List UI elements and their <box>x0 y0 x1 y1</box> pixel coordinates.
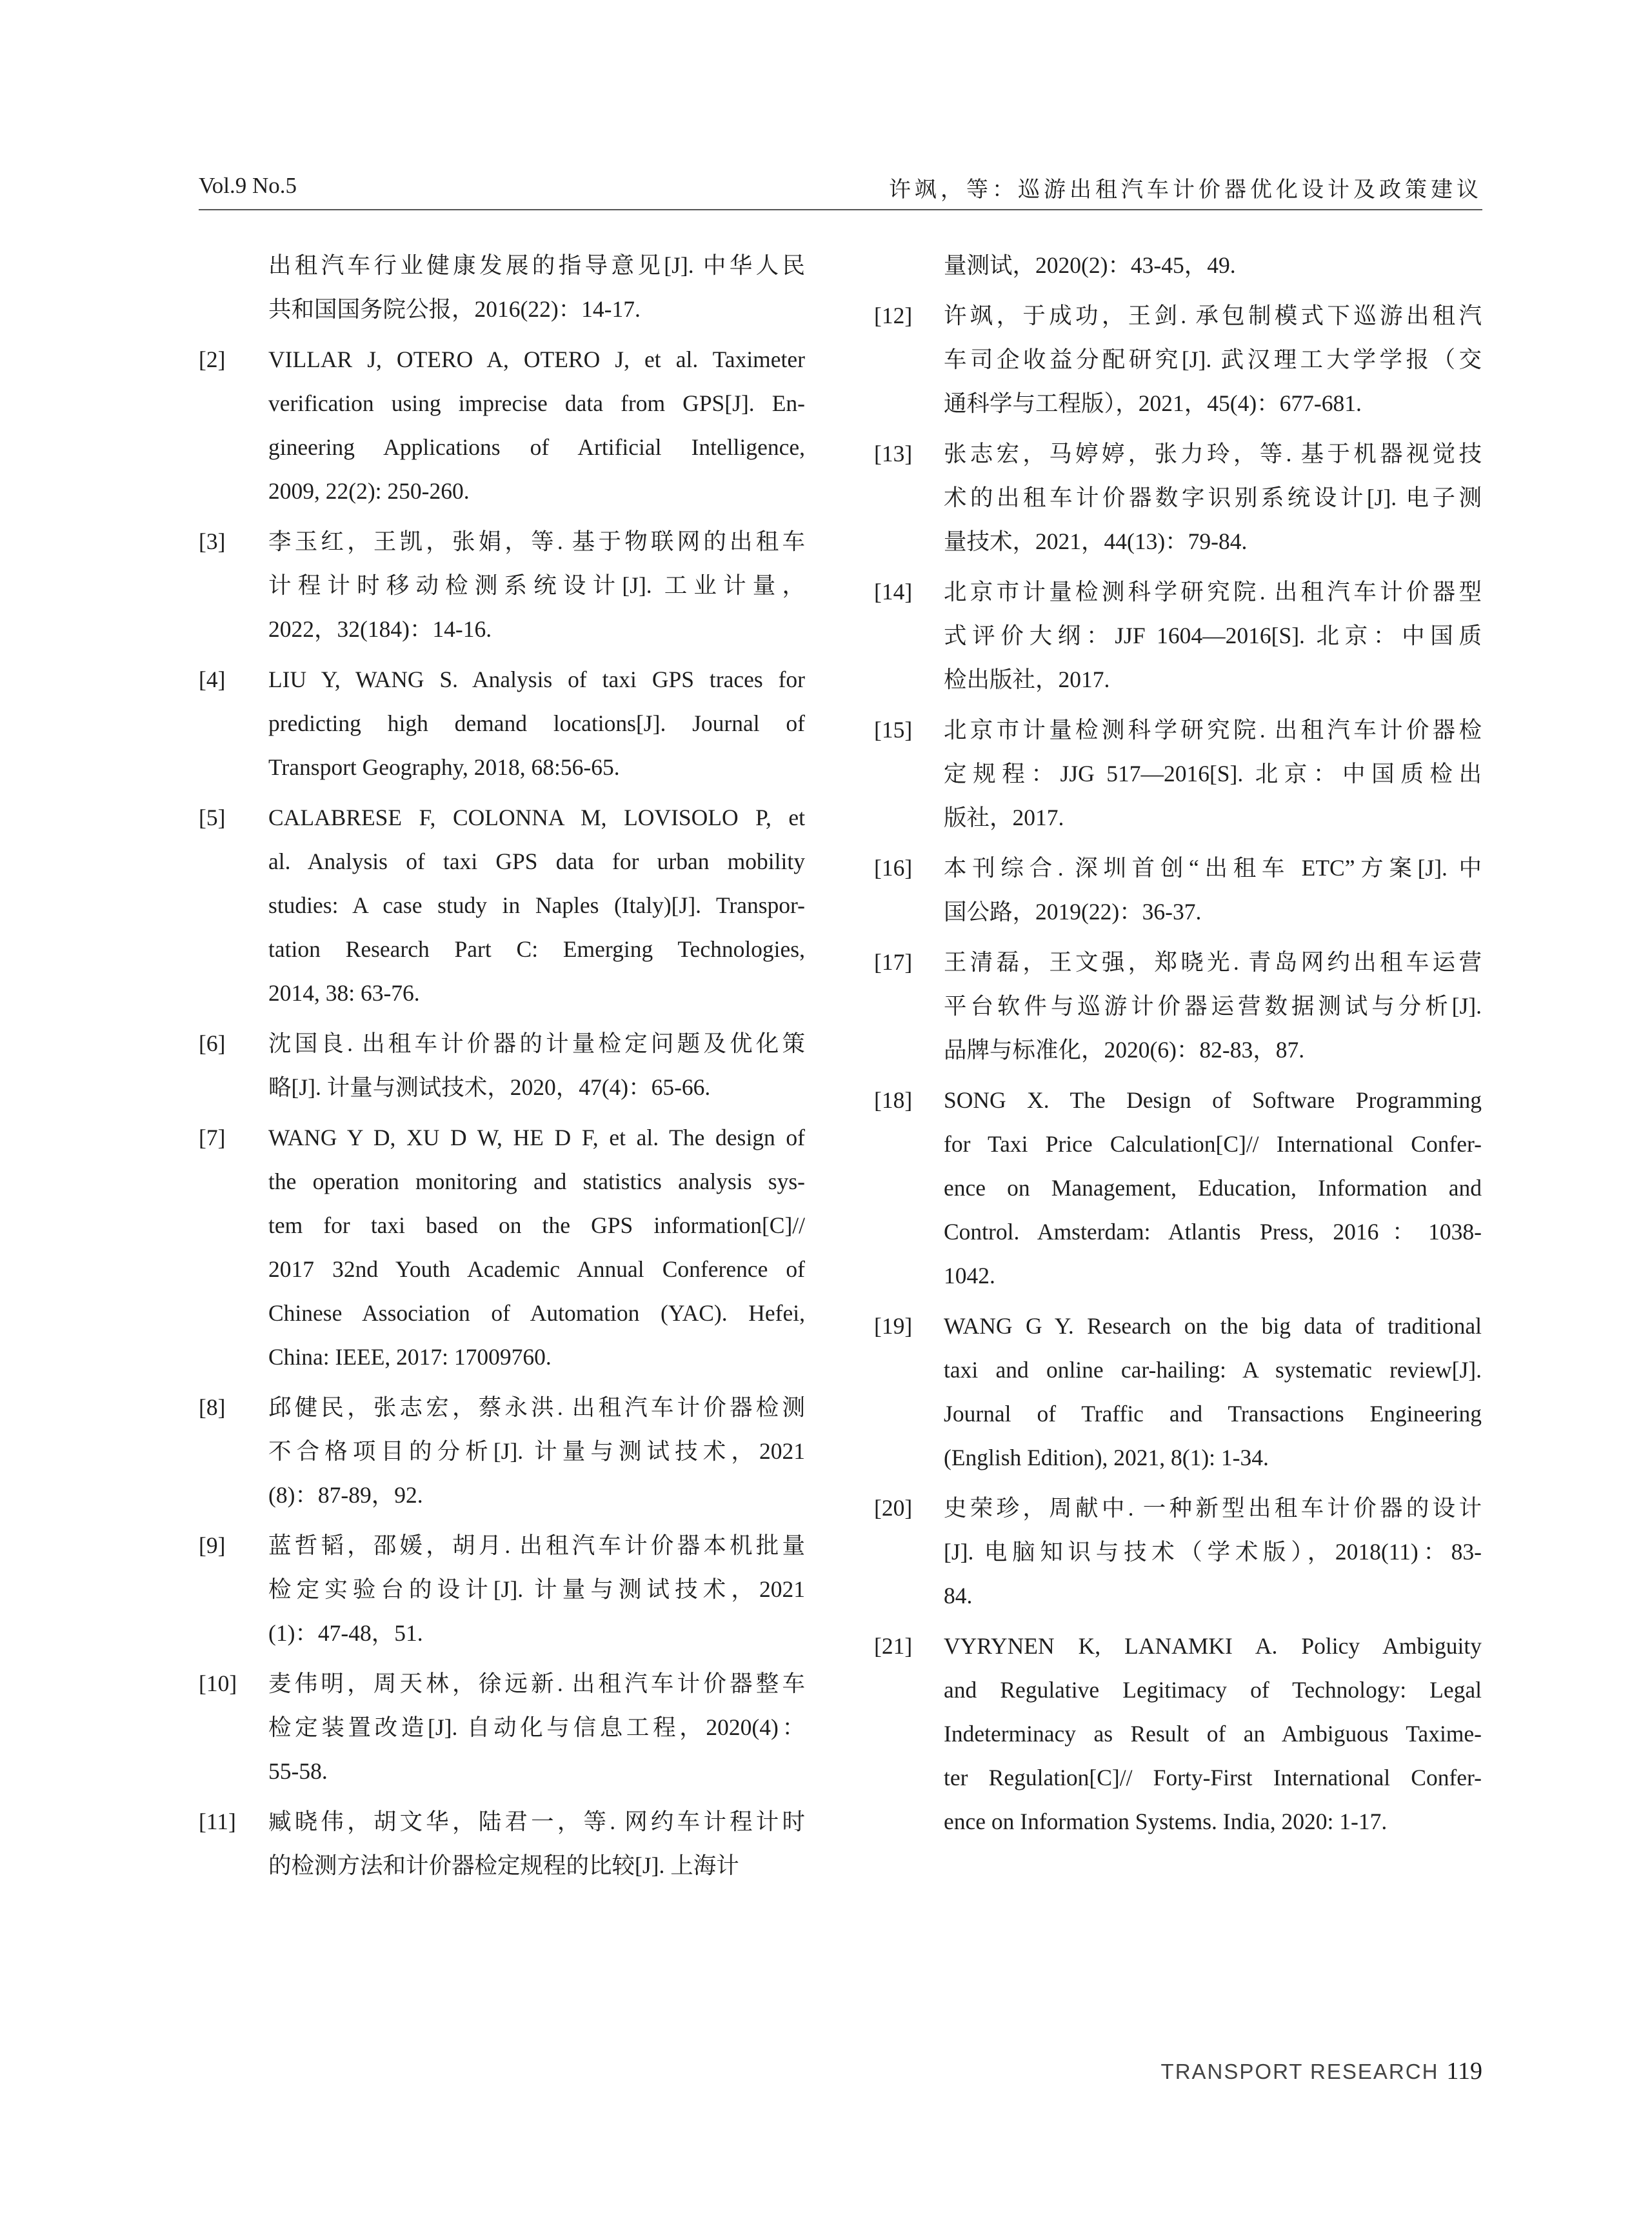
reference-text-line: 北京市计量检测科学研究院. 出租汽车计价器检 <box>944 717 1482 743</box>
reference-text-line: CALABRESE F, COLONNA M, LOVISOLO P, et <box>268 805 805 830</box>
page-number: 119 <box>1446 2058 1482 2085</box>
reference-text-line: 许飒，于成功，王剑. 承包制模式下巡游出租汽 <box>944 303 1482 328</box>
reference-number: [16] <box>874 855 913 881</box>
reference-text-line: predicting high demand locations[J]. Journal of <box>268 710 805 736</box>
reference-text-line: 张志宏，马婷婷，张力玲，等. 基于机器视觉技 <box>944 441 1482 466</box>
reference-text-line: 不合格项目的分析[J]. 计量与测试技术，2021 <box>268 1438 805 1464</box>
reference-entry <box>199 1800 805 1887</box>
reference-text-line: WANG Y D, XU D W, HE D F, et al. The design of <box>268 1125 805 1150</box>
reference-text-line: 量技术，2021，44(13)：79-84. <box>944 528 1248 554</box>
reference-number: [8] <box>199 1394 226 1420</box>
article-running-title: 许飒，等：巡游出租汽车计价器优化设计及政策建议 <box>889 177 1482 203</box>
reference-text-line: 共和国国务院公报，2016(22)：14-17. <box>268 296 641 322</box>
reference-number: [4] <box>199 667 226 692</box>
reference-entry <box>874 940 1482 1072</box>
reference-number: [7] <box>199 1125 226 1150</box>
reference-number: [17] <box>874 949 913 975</box>
reference-text-line: SONG X. The Design of Software Programming <box>944 1087 1482 1113</box>
reference-entry <box>874 243 1482 287</box>
reference-text-line: 平台软件与巡游计价器运营数据测试与分析[J]. <box>944 993 1482 1019</box>
volume-issue: Vol.9 No.5 <box>199 173 297 198</box>
reference-text-line: taxi and online car-hailing: A systematic review[J]. <box>944 1357 1482 1383</box>
reference-entry <box>874 1624 1482 1843</box>
reference-number: [6] <box>199 1030 226 1056</box>
reference-text-line: 式评价大纲：JJF 1604—2016[S]. 北京：中国质 <box>944 623 1482 648</box>
reference-text-line: gineering Applications of Artificial Intelligence, <box>268 434 805 460</box>
reference-text-line: 国公路，2019(22)：36-37. <box>944 899 1202 925</box>
reference-text-line: 麦伟明，周天林，徐远新. 出租汽车计价器整车 <box>268 1670 805 1696</box>
reference-text-line: 车司企收益分配研究[J]. 武汉理工大学学报（交 <box>944 346 1482 372</box>
reference-text-line: 计程计时移动检测系统设计[J]. 工业计量， <box>268 572 805 598</box>
reference-entry <box>199 1661 805 1793</box>
reference-text-line: ter Regulation[C]// Forty-First International Confer- <box>944 1765 1482 1790</box>
reference-text-line: VILLAR J, OTERO A, OTERO J, et al. Taximeter <box>268 346 805 372</box>
reference-text-line: ence on Information Systems. India, 2020: 1-17. <box>944 1809 1388 1834</box>
reference-entry <box>199 796 805 1015</box>
reference-text-line: Indeterminacy as Result of an Ambiguous Taxime- <box>944 1721 1482 1747</box>
reference-text-line: (8)：87-89，92. <box>268 1482 423 1508</box>
reference-number: [9] <box>199 1532 226 1558</box>
reference-entry <box>874 432 1482 563</box>
reference-number: [14] <box>874 579 913 605</box>
reference-number: [11] <box>199 1809 236 1834</box>
reference-text-line: (English Edition), 2021, 8(1): 1-34. <box>944 1445 1269 1470</box>
reference-number: [15] <box>874 717 913 743</box>
reference-text-line: 1042. <box>944 1263 995 1288</box>
reference-text-line: 王清磊，王文强，郑晓光. 青岛网约出租车运营 <box>944 949 1482 975</box>
reference-text-line: 2014, 38: 63-76. <box>268 980 420 1006</box>
reference-entry <box>874 846 1482 934</box>
reference-text-line: ence on Management, Education, Information and <box>944 1175 1482 1201</box>
reference-number: [21] <box>874 1633 913 1659</box>
reference-text-line: 出租汽车行业健康发展的指导意见[J]. 中华人民 <box>268 252 805 278</box>
reference-text-line: verification using imprecise data from GPS[J]. En- <box>268 390 805 416</box>
journal-name: TRANSPORT RESEARCH <box>1160 2060 1439 2083</box>
reference-entry <box>199 243 805 331</box>
reference-text-line: 术的出租车计价器数字识别系统设计[J]. 电子测 <box>944 485 1482 510</box>
reference-entry <box>199 337 805 513</box>
reference-text-line: 沈国良. 出租车计价器的计量检定问题及优化策 <box>268 1030 805 1056</box>
reference-text-line: studies: A case study in Naples (Italy)[J]. Transpor- <box>268 892 805 918</box>
reference-text-line: Control. Amsterdam: Atlantis Press, 2016：1038- <box>944 1219 1482 1245</box>
reference-text-line: LIU Y, WANG S. Analysis of taxi GPS traces for <box>268 667 805 692</box>
reference-text-line: 本刊综合. 深圳首创“出租车 ETC”方案[J]. 中 <box>944 855 1482 881</box>
reference-entry <box>874 708 1482 839</box>
reference-text-line: 的检测方法和计价器检定规程的比较[J]. 上海计 <box>268 1852 739 1878</box>
reference-number: [12] <box>874 303 913 328</box>
reference-text-line: 李玉红，王凯，张娟，等. 基于物联网的出租车 <box>268 528 805 554</box>
reference-text-line: 2009, 22(2): 250-260. <box>268 478 470 504</box>
reference-text-line: 量测试，2020(2)：43-45，49. <box>944 252 1236 278</box>
reference-entry <box>874 294 1482 425</box>
reference-text-line: Chinese Association of Automation (YAC). Hefei, <box>268 1300 805 1326</box>
reference-text-line: for Taxi Price Calculation[C]// International Confer- <box>944 1131 1482 1157</box>
reference-text-line: Journal of Traffic and Transactions Engineering <box>944 1401 1482 1427</box>
reference-entry <box>874 570 1482 701</box>
reference-number: [20] <box>874 1495 913 1521</box>
reference-text-line: al. Analysis of taxi GPS data for urban mobility <box>268 848 805 874</box>
reference-text-line: Transport Geography, 2018, 68:56-65. <box>268 754 620 780</box>
reference-text-line: 通科学与工程版），2021，45(4)：677-681. <box>944 390 1362 416</box>
reference-number: [10] <box>199 1670 237 1696</box>
reference-entry <box>874 1078 1482 1298</box>
reference-entry <box>199 1116 805 1379</box>
reference-text-line: 55-58. <box>268 1758 328 1784</box>
reference-text-line: [J]. 电脑知识与技术（学术版），2018(11)：83- <box>944 1539 1482 1565</box>
running-header <box>199 169 1482 210</box>
reference-text-line: 略[J]. 计量与测试技术，2020，47(4)：65-66. <box>268 1074 711 1100</box>
reference-number: [5] <box>199 805 226 830</box>
reference-number: [19] <box>874 1313 913 1339</box>
reference-number: [13] <box>874 441 913 466</box>
reference-entry <box>199 1523 805 1655</box>
reference-text-line: 品牌与标准化，2020(6)：82-83，87. <box>944 1037 1305 1063</box>
reference-text-line: tem for taxi based on the GPS information[C]// <box>268 1212 805 1238</box>
reference-text-line: 检定装置改造[J]. 自动化与信息工程，2020(4)： <box>268 1714 805 1740</box>
reference-text-line: 臧晓伟，胡文华，陆君一，等. 网约车计程计时 <box>268 1809 805 1834</box>
reference-text-line: 84. <box>944 1583 973 1609</box>
reference-entry <box>199 1021 805 1109</box>
reference-entry <box>874 1304 1482 1479</box>
reference-text-line: 北京市计量检测科学研究院. 出租汽车计价器型 <box>944 579 1482 605</box>
reference-text-line: 史荣珍，周献中. 一种新型出租车计价器的设计 <box>944 1495 1482 1521</box>
reference-text-line: 检定实验台的设计[J]. 计量与测试技术，2021 <box>268 1576 805 1602</box>
reference-entry <box>199 519 805 651</box>
reference-entry <box>874 1486 1482 1618</box>
reference-text-line: 2022，32(184)：14-16. <box>268 616 492 642</box>
reference-number: [2] <box>199 346 226 372</box>
reference-text-line: (1)：47-48，51. <box>268 1620 423 1646</box>
references-right-column <box>874 243 1482 1850</box>
references-left-column <box>199 243 805 1894</box>
reference-text-line: 版社，2017. <box>944 805 1064 830</box>
page-footer <box>1161 2057 1482 2085</box>
reference-text-line: 检出版社，2017. <box>944 667 1110 692</box>
reference-text-line: tation Research Part C: Emerging Technologies, <box>268 936 805 962</box>
reference-number: [3] <box>199 528 226 554</box>
reference-text-line: China: IEEE, 2017: 17009760. <box>268 1344 552 1370</box>
reference-text-line: 蓝哲韬，邵媛，胡月. 出租汽车计价器本机批量 <box>268 1532 805 1558</box>
reference-text-line: 定规程：JJG 517—2016[S]. 北京：中国质检出 <box>944 761 1482 787</box>
reference-number: [18] <box>874 1087 913 1113</box>
reference-text-line: the operation monitoring and statistics analysis sys- <box>268 1168 805 1194</box>
reference-text-line: 邱健民，张志宏，蔡永洪. 出租汽车计价器检测 <box>268 1394 805 1420</box>
reference-text-line: and Regulative Legitimacy of Technology: Legal <box>944 1677 1482 1703</box>
reference-text-line: WANG G Y. Research on the big data of traditional <box>944 1313 1482 1339</box>
reference-text-line: VYRYNEN K, LANAMKI A. Policy Ambiguity <box>944 1633 1482 1659</box>
reference-entry <box>199 657 805 789</box>
reference-text-line: 2017 32nd Youth Academic Annual Conference of <box>268 1256 805 1282</box>
reference-entry <box>199 1385 805 1517</box>
